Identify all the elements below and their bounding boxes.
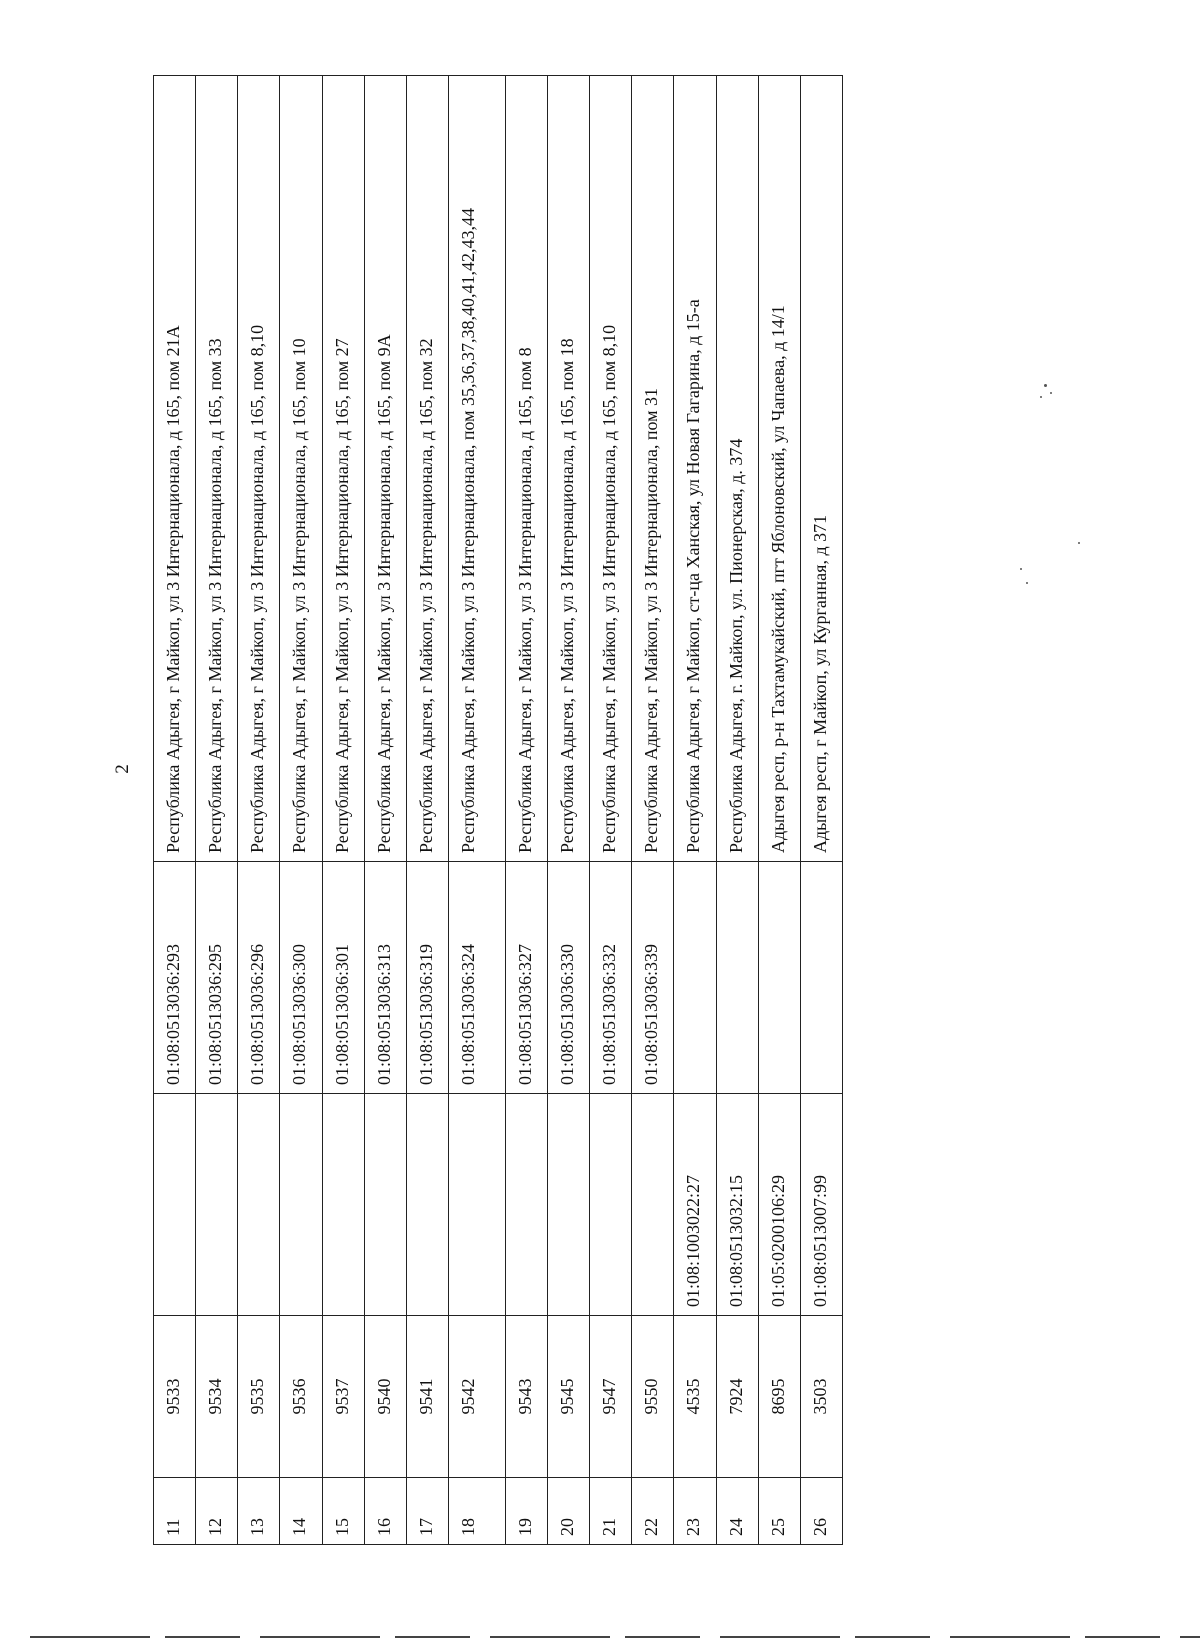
parent-cadastral-number-cell [674,1094,716,1316]
address: Республика Адыгея, г Майкоп, ул 3 Интернационала, д 165, пом 21А [163,325,183,853]
cadastral-number-cell [406,862,448,1094]
row-number-cell [632,1478,674,1545]
parent-cadastral-number-cell [758,1094,800,1316]
table-row [280,76,322,1545]
parent-cadastral-number [407,1102,417,1307]
cadastral-number-cell [716,862,758,1094]
table-row [590,76,632,1545]
cadastral-number [759,870,769,1085]
cadastral-number: 01:08:0513036:324 [457,943,478,1085]
object-code: 9545 [557,1378,577,1415]
parent-cadastral-number [280,1102,290,1307]
cadastral-number [717,870,727,1085]
cadastral-number-cell [505,862,547,1094]
cadastral-number: 01:08:0513036:301 [331,943,352,1085]
cadastral-number: 01:08:0513036:332 [599,943,620,1085]
parent-cadastral-number-cell [716,1094,758,1316]
cadastral-number-cell [322,862,364,1094]
row-number-cell [674,1478,716,1545]
cadastral-number-cell [448,862,505,1094]
table-row [322,76,364,1545]
parent-cadastral-number [323,1102,333,1307]
cadastral-number: 01:08:0513036:330 [557,943,577,1085]
table-row [674,76,716,1545]
row-number: 15 [331,1518,352,1536]
address: Республика Адыгея, г Майкоп, ул 3 Интернационала, д 165, пом 8,10 [599,324,620,853]
address-cell [716,76,758,862]
parent-cadastral-number-cell [632,1094,674,1316]
object-code: 9537 [331,1378,352,1415]
table-row [238,76,280,1545]
row-number-cell [800,1478,842,1545]
address-cell [196,76,238,862]
parent-cadastral-number-cell [364,1094,406,1316]
address: Республика Адыгея, г Майкоп, ул 3 Интернационала, д 165, пом 27 [331,338,352,853]
address-cell [674,76,716,862]
address: Республика Адыгея, г Майкоп, ул 3 Интернационала, пом 35,36,37,38,40,41,42,43,44 [457,207,478,853]
cadastral-number-cell [674,862,716,1094]
object-code: 9543 [514,1378,535,1415]
object-code: 9550 [641,1378,662,1415]
cadastral-number: 01:08:0513036:300 [289,943,310,1085]
table-row [548,76,590,1545]
parent-cadastral-number: 01:05:0200106:29 [767,1174,788,1307]
table-row [364,76,406,1545]
row-number: 16 [373,1518,394,1536]
cadastral-number-cell [196,862,238,1094]
object-code-cell [364,1316,406,1478]
parent-cadastral-number: 01:08:0513032:15 [725,1174,746,1307]
object-code: 9540 [373,1378,394,1415]
object-code-cell [758,1316,800,1478]
table-row [758,76,800,1545]
row-number-cell [448,1478,505,1545]
object-code: 8695 [767,1378,788,1415]
cadastral-number-cell [758,862,800,1094]
parent-cadastral-number-cell [548,1094,590,1316]
row-number: 25 [767,1518,788,1536]
row-number: 21 [599,1518,620,1536]
parent-cadastral-number-cell [505,1094,547,1316]
parent-cadastral-number [154,1102,164,1307]
object-code-cell [632,1316,674,1478]
table-row [800,76,842,1545]
row-number-cell [406,1478,448,1545]
row-number: 17 [415,1518,436,1536]
address: Республика Адыгея, г Майкоп, ул 3 Интернационала, д 165, пом 8 [514,347,535,853]
parent-cadastral-number-cell [406,1094,448,1316]
row-number: 18 [457,1518,478,1536]
cadastral-number: 01:08:0513036:293 [163,943,183,1085]
address: Республика Адыгея, г Майкоп, ул 3 Интернационала, д 165, пом 32 [415,338,436,853]
parent-cadastral-number-cell [322,1094,364,1316]
cadastral-number-cell [590,862,632,1094]
parent-cadastral-number [238,1102,248,1307]
table-row [505,76,547,1545]
cadastral-number-cell [238,862,280,1094]
row-number-cell [758,1478,800,1545]
object-code-cell [548,1316,590,1478]
object-code: 7924 [725,1378,746,1415]
row-number-cell [280,1478,322,1545]
cadastral-number: 01:08:0513036:327 [514,943,535,1085]
address: Республика Адыгея, г Майкоп, ул 3 Интернационала, д 165, пом 33 [205,338,226,853]
object-code: 3503 [809,1378,830,1415]
property-table-body [154,76,843,1545]
row-number: 12 [205,1518,226,1536]
parent-cadastral-number-cell [590,1094,632,1316]
object-code: 9536 [289,1378,310,1415]
parent-cadastral-number [506,1102,516,1307]
parent-cadastral-number [590,1102,600,1307]
object-code-cell [716,1316,758,1478]
parent-cadastral-number [196,1102,206,1307]
row-number: 24 [725,1518,746,1536]
table-row [448,76,505,1545]
object-code-cell [505,1316,547,1478]
property-table-container [153,75,843,1545]
row-number-cell [505,1478,547,1545]
row-number-cell [238,1478,280,1545]
cadastral-number [674,870,684,1085]
cadastral-number-cell [280,862,322,1094]
row-number-cell [154,1478,196,1545]
row-number: 11 [163,1518,183,1536]
parent-cadastral-number [449,1102,459,1307]
address-cell [758,76,800,862]
parent-cadastral-number: 01:08:0513007:99 [809,1174,830,1307]
address-cell [590,76,632,862]
address: Адыгея респ, р-н Тахтамукайский, пгт Яблоновский, ул Чапаева, д 14/1 [767,305,788,853]
object-code-cell [406,1316,448,1478]
cadastral-number [801,870,811,1085]
object-code: 9534 [205,1378,226,1415]
object-code-cell [448,1316,505,1478]
parent-cadastral-number [365,1102,375,1307]
parent-cadastral-number [548,1102,558,1307]
address-cell [406,76,448,862]
address: Адыгея респ, г Майкоп, ул Курганная, д 371 [809,514,830,853]
object-code: 9547 [599,1378,620,1415]
row-number-cell [364,1478,406,1545]
object-code-cell [280,1316,322,1478]
object-code-cell [196,1316,238,1478]
object-code: 9541 [415,1378,436,1415]
cadastral-number: 01:08:0513036:295 [205,943,226,1085]
row-number: 20 [557,1518,577,1536]
object-code: 9533 [163,1378,183,1415]
address-cell [505,76,547,862]
cadastral-number-cell [632,862,674,1094]
property-table-rotated [153,75,843,1545]
address-cell [800,76,842,862]
object-code-cell [238,1316,280,1478]
cadastral-number-cell [154,862,196,1094]
table-row [716,76,758,1545]
address: Республика Адыгея, г Майкоп, ул 3 Интернационала, д 165, пом 10 [289,338,310,853]
table-row [154,76,196,1545]
row-number-cell [716,1478,758,1545]
object-code-cell [590,1316,632,1478]
row-number: 13 [247,1518,268,1536]
row-number-cell [548,1478,590,1545]
object-code-cell [322,1316,364,1478]
row-number: 26 [809,1518,830,1536]
parent-cadastral-number-cell [154,1094,196,1316]
parent-cadastral-number-cell [448,1094,505,1316]
cadastral-number-cell [364,862,406,1094]
parent-cadastral-number-cell [280,1094,322,1316]
address-cell [154,76,196,862]
address-cell [364,76,406,862]
row-number-cell [322,1478,364,1545]
object-code-cell [800,1316,842,1478]
address-cell [448,76,505,862]
address: Республика Адыгея, г Майкоп, ул 3 Интернационала, д 165, пом 8,10 [247,324,268,853]
page-number: 2 [111,764,133,774]
object-code: 9535 [247,1378,268,1415]
object-code-cell [674,1316,716,1478]
address: Республика Адыгея, г Майкоп, ул 3 Интернационала, д 165, пом 9А [373,334,394,853]
address: Республика Адыгея, г Майкоп, ул 3 Интернационала, пом 31 [641,387,662,853]
row-number: 23 [683,1518,704,1536]
object-code: 4535 [683,1378,704,1415]
cadastral-number: 01:08:0513036:319 [415,943,436,1085]
address-cell [548,76,590,862]
scan-noise [1030,370,1090,630]
parent-cadastral-number [632,1102,642,1307]
property-table [153,75,843,1545]
row-number-cell [590,1478,632,1545]
address-cell [238,76,280,862]
address-cell [322,76,364,862]
object-code: 9542 [457,1378,478,1415]
cadastral-number-cell [800,862,842,1094]
address: Республика Адыгея, г Майкоп, ст-ца Ханская, ул Новая Гагарина, д 15-а [683,299,704,853]
object-code-cell [154,1316,196,1478]
cadastral-number: 01:08:0513036:339 [641,943,662,1085]
parent-cadastral-number-cell [800,1094,842,1316]
cadastral-number: 01:08:0513036:313 [373,943,394,1085]
row-number: 14 [289,1518,310,1536]
row-number-cell [196,1478,238,1545]
scan-edge-line [30,1636,1200,1638]
row-number: 19 [514,1518,535,1536]
address: Республика Адыгея, г. Майкоп, ул. Пионерская, д. 374 [725,438,746,853]
table-row [632,76,674,1545]
cadastral-number: 01:08:0513036:296 [247,943,268,1085]
address-cell [632,76,674,862]
parent-cadastral-number-cell [238,1094,280,1316]
cadastral-number-cell [548,862,590,1094]
parent-cadastral-number-cell [196,1094,238,1316]
address-cell [280,76,322,862]
table-row [196,76,238,1545]
address: Республика Адыгея, г Майкоп, ул 3 Интернационала, д 165, пом 18 [557,338,577,853]
row-number: 22 [641,1518,662,1536]
parent-cadastral-number: 01:08:1003022:27 [683,1174,704,1307]
table-row [406,76,448,1545]
